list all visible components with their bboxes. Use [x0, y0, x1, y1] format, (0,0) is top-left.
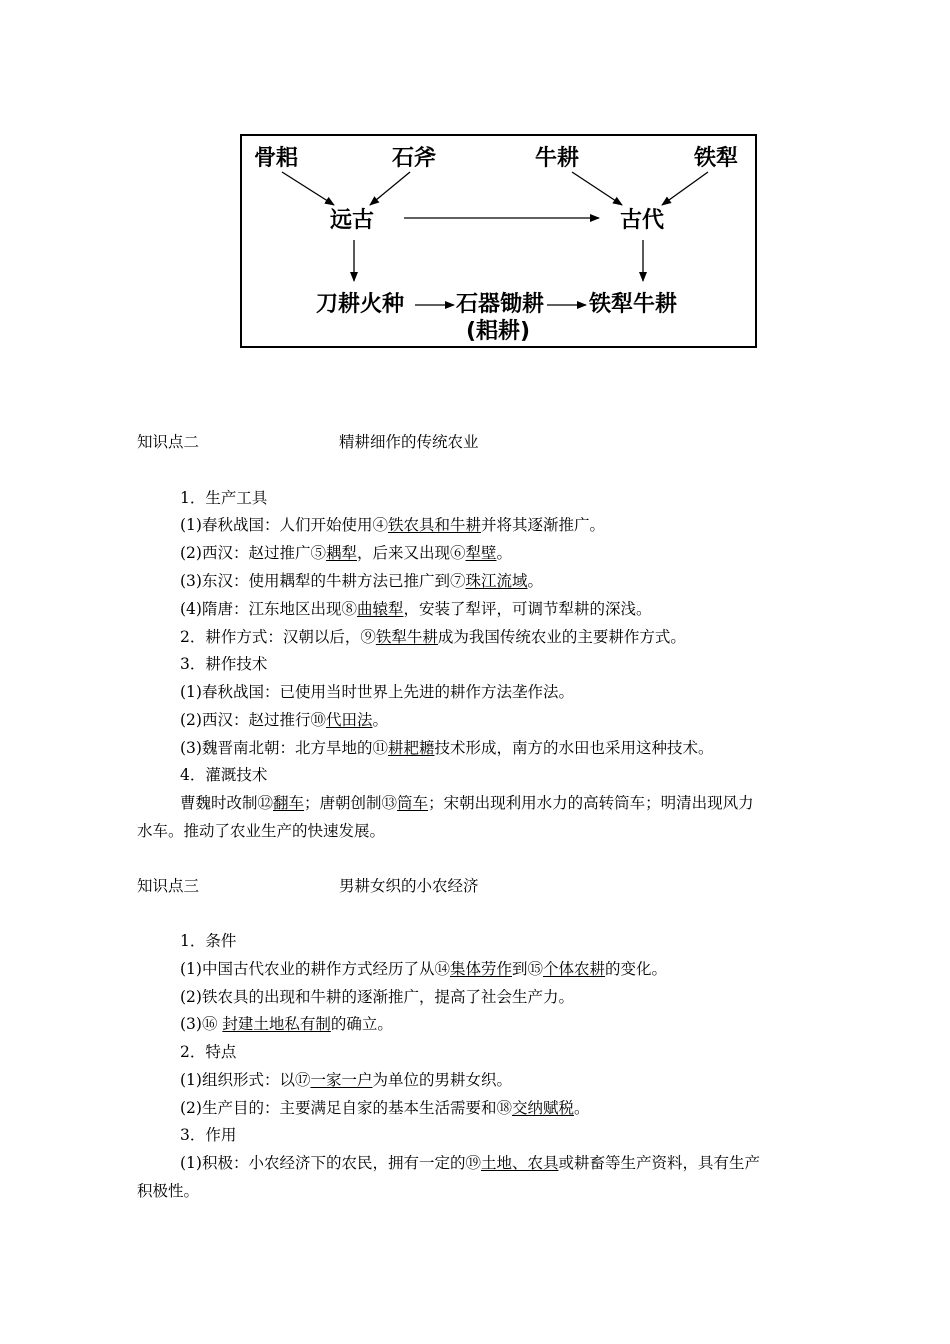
s3-paragraph-2: 积极性。 [137, 1182, 200, 1200]
s3-line-2: (2)铁农具的出现和牛耕的逐渐推广，提高了社会生产力。 [180, 988, 574, 1006]
s2-line-5: (1)春秋战国：已使用当时世界上先进的耕作方法垄作法。 [180, 683, 574, 701]
section2-title-right: 精耕细作的传统农业 [339, 433, 479, 451]
s2-line-4: (4)隋唐：江东地区出现⑧曲辕犁，安装了犁评，可调节犁耕的深浅。 [180, 600, 652, 618]
label-gusi: 骨耜 [254, 146, 299, 171]
label-tieli-niugeng: 铁犁牛耕 [589, 292, 678, 317]
s3-line-5: (2)生产目的：主要满足自家的基本生活需要和⑱交纳赋税。 [180, 1099, 590, 1117]
s3-line-4: (1)组织形式：以⑰一家一户为单位的男耕女织。 [180, 1071, 512, 1089]
arrow-gusi-to-yuangu [282, 172, 334, 205]
label-yuangu: 远古 [330, 208, 375, 233]
s2-paragraph-2: 水车。推动了农业生产的快速发展。 [137, 822, 386, 840]
farming-evolution-diagram [240, 134, 757, 348]
s3-line-3: (3)⑯ 封建土地私有制的确立。 [180, 1015, 393, 1033]
label-shifu: 石斧 [392, 146, 437, 171]
s2-heading-method: 2．耕作方式：汉朝以后，⑨铁犁牛耕成为我国传统农业的主要耕作方式。 [180, 628, 686, 646]
label-tieli: 铁犁 [694, 146, 739, 171]
s3-paragraph-1: (1)积极：小农经济下的农民，拥有一定的⑲土地、农具或耕畜等生产资料，具有生产 [180, 1154, 760, 1172]
section3-title-left: 知识点三 [137, 877, 200, 895]
s2-line-6: (2)西汉：赵过推行⑩代田法。 [180, 711, 388, 729]
s2-heading-technique: 3．耕作技术 [180, 655, 268, 673]
label-gudai: 古代 [620, 208, 665, 233]
s2-line-2: (2)西汉：赵过推广⑤耦犁，后来又出现⑥犁壁。 [180, 544, 513, 562]
arrow-shifu-to-yuangu [370, 172, 410, 205]
s3-heading-conditions: 1．条件 [180, 932, 237, 950]
s3-line-1: (1)中国古代农业的耕作方式经历了从⑭集体劳作到⑮个体农耕的变化。 [180, 960, 668, 978]
s3-heading-features: 2．特点 [180, 1043, 237, 1061]
arrow-niugeng-to-gudai [572, 172, 622, 205]
arrow-tieli-to-gudai [662, 172, 708, 205]
label-shiqi-chugeng: 石器锄耕 [456, 292, 545, 317]
s2-heading-irrigation: 4．灌溉技术 [180, 766, 268, 784]
label-niugeng: 牛耕 [535, 146, 580, 171]
label-daogeng-huozhong: 刀耕火种 [316, 292, 405, 317]
label-sigeng-note: (耜耕) [466, 319, 531, 344]
s2-line-7: (3)魏晋南北朝：北方旱地的⑪耕耙耱技术形成，南方的水田也采用这种技术。 [180, 739, 714, 757]
section3-title-right: 男耕女织的小农经济 [339, 877, 479, 895]
s2-line-1: (1)春秋战国：人们开始使用④铁农具和牛耕并将其逐渐推广。 [180, 516, 605, 534]
s3-heading-effects: 3．作用 [180, 1126, 237, 1144]
s2-paragraph-1: 曹魏时改制⑫翻车；唐朝创制⑬筒车；宋朝出现利用水力的高转筒车；明清出现风力 [180, 794, 754, 812]
section2-title-left: 知识点二 [137, 433, 200, 451]
s2-heading-tools: 1．生产工具 [180, 489, 268, 507]
s2-line-3: (3)东汉：使用耦犁的牛耕方法已推广到⑦珠江流域。 [180, 572, 543, 590]
